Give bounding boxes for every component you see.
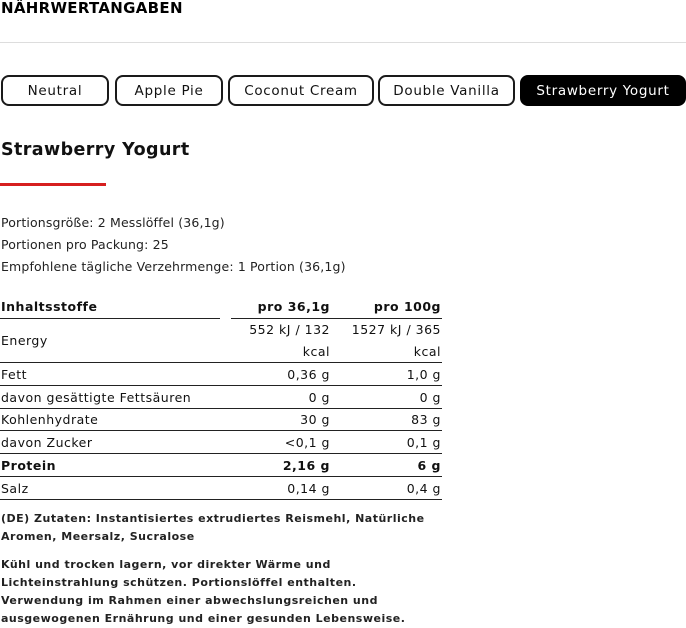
header-per-100g: pro 100g xyxy=(373,299,441,314)
accent-underline xyxy=(0,183,106,186)
tab-double-vanilla[interactable]: Double Vanilla xyxy=(378,75,515,106)
row-label: Energy xyxy=(1,333,48,348)
storage-text: Kühl und trocken lagern, vor direkter Wärme und Lichteinstrahlung schützen. Portionslöffel enthalten. Verwendung im Rahmen einer abwechslungsreichen und ausgewogenen Ernährung und einer gesunden Lebensweise. xyxy=(1,558,406,625)
section-title: NÄHRWERTANGABEN xyxy=(1,0,183,17)
table-row: Energy 552 kJ / 132 kcal 1527 kJ / 365 kcal xyxy=(1,322,441,359)
recommended-intake: Empfohlene tägliche Verzehrmenge: 1 Portion (36,1g) xyxy=(1,259,346,274)
tab-neutral[interactable]: Neutral xyxy=(1,75,109,106)
servings-per-pack: Portionen pro Packung: 25 xyxy=(1,237,169,252)
tab-strawberry-yogurt[interactable]: Strawberry Yogurt xyxy=(520,75,686,106)
flavor-title: Strawberry Yogurt xyxy=(1,140,190,160)
tab-apple-pie[interactable]: Apple Pie xyxy=(115,75,223,106)
serving-size: Portionsgröße: 2 Messlöffel (36,1g) xyxy=(1,215,225,230)
ingredients-text: (DE) Zutaten: Instantisiertes extrudiertes Reismehl, Natürliche Aromen, Meersalz, Sucralose xyxy=(1,512,425,543)
divider xyxy=(0,42,686,43)
header-ingredients: Inhaltsstoffe xyxy=(1,299,98,314)
tab-coconut-cream[interactable]: Coconut Cream xyxy=(228,75,374,106)
header-per-serving: pro 36,1g xyxy=(257,299,330,314)
